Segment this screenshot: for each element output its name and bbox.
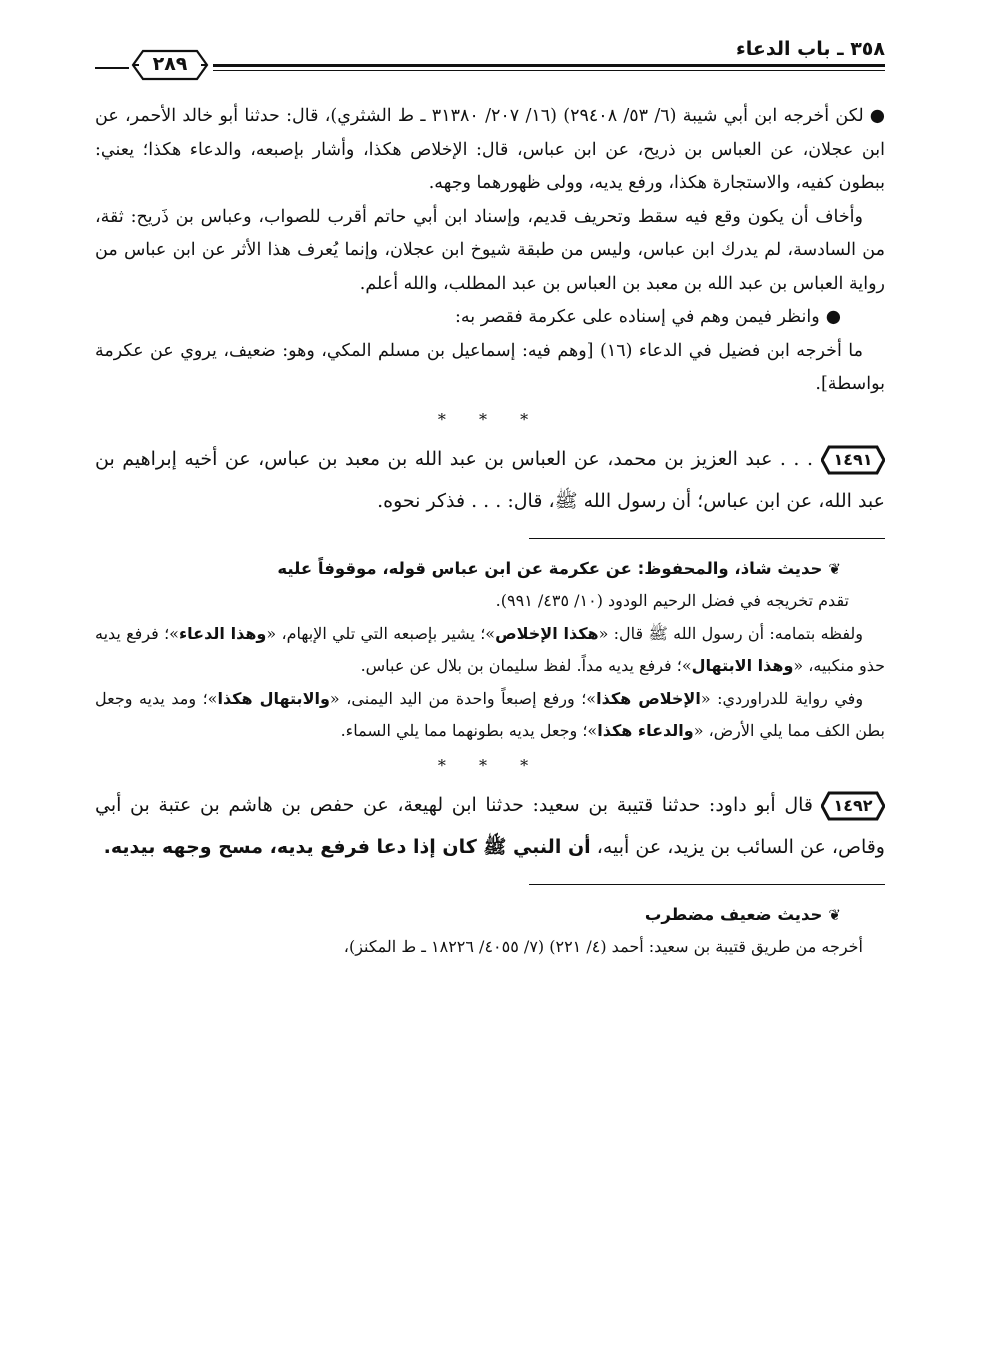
paragraph-2: وأخاف أن يكون وقع فيه سقط وتحريف قديم، وإسناد ابن أبي حاتم أقرب للصواب، وعباس بن ذَريح: ثقة، من السادسة، لم يدرك ابن عباس، وليس من طبقة شيوخ ابن عجلان، وإنما يُعرف هذا الأثر عن ابن عباس من رواية العباس بن عبد الله بن معبد بن العباس بن عبد المطلب، والله أعلم.: [95, 206, 885, 294]
running-title: ٣٥٨ ـ باب الدعاء: [736, 38, 885, 60]
note-text: وفي رواية للدراوردي: «: [700, 688, 864, 708]
header-rule-left: [95, 67, 129, 69]
takhrij-notes-1492: [95, 899, 885, 964]
section-separator: * * *: [437, 755, 543, 775]
note-text: »؛ ورفع إصبعاً واحدة من اليد اليمنى، «: [329, 688, 597, 708]
hadith-number: ١٤٩٢: [833, 795, 873, 815]
hadith-text: قال أبو داود: حدثنا قتيبة بن سعيد: حدثنا ابن لهيعة، عن حفص بن هاشم بن عتبة بن أبي وقاص، عن السائب بن يزيد، عن أبيه،: [95, 793, 885, 858]
paragraph-1: [95, 100, 885, 201]
footnote-divider: [529, 884, 885, 885]
bullet-icon: ●: [869, 106, 885, 126]
paragraph-4: ما أخرجه ابن فضيل في الدعاء (١٦) [وهم فيه: إسماعيل بن مسلم المكي، وهو: ضعيف، يروي عن عكرمة بواسطة].: [95, 340, 885, 394]
footnote-divider: [529, 538, 885, 539]
note-text: ولفظه بتمامه: أن رسول الله ﷺ قال: «: [598, 623, 864, 643]
quoted-phrase: وهذا الابتهال: [691, 656, 794, 675]
note-text: »؛ وجعل يديه بطونهما مما يلي السماء.: [340, 721, 598, 740]
page-number: ٢٨٩: [152, 53, 188, 75]
quoted-phrase: وهذا الدعاء: [178, 623, 267, 643]
takhrij-notes-1491: [95, 553, 885, 748]
note-text: »؛ فرفع يديه حذو منكبيه، «: [95, 623, 885, 675]
header-rule: [213, 64, 885, 71]
paragraph-3-text: وانظر فيمن وهم في إسناده على عكرمة فقصر به:: [455, 307, 820, 327]
leaf-icon: ❦: [828, 559, 841, 578]
note-text: »؛ فرفع يديه مداً. لفظ سليمان بن بلال عن عباس.: [360, 656, 692, 675]
page-number-badge: [131, 48, 209, 82]
note-line: تقدم تخريجه في فضل الرحيم الودود (١٠/ ٤٣٥/ ٩٩١).: [495, 591, 849, 610]
section-separator: * * *: [437, 409, 543, 429]
note-text: »؛ ومد يديه وجعل بطن الكف مما يلي الأرض، «: [95, 688, 885, 740]
quoted-phrase: هكذا الإخلاص: [495, 623, 599, 643]
note-heading: [95, 553, 885, 586]
quoted-phrase: والابتهال هكذا: [217, 688, 330, 708]
hadith-1491: [95, 438, 885, 522]
paragraph-3: [95, 301, 885, 335]
quoted-phrase: الإخلاص هكذا: [596, 688, 701, 708]
note-heading-text: حديث شاذ، والمحفوظ: عن عكرمة عن ابن عباس قوله، موقوفاً عليه: [277, 558, 823, 578]
leaf-icon: ❦: [828, 905, 841, 924]
note-paragraph-variant: [95, 683, 885, 748]
note-line: أخرجه من طريق قتيبة بن سعيد: أحمد (٤/ ٢٢١) (٧/ ٤٠٥٥/ ١٨٢٢٦ ـ ط المكنز)،: [343, 937, 863, 956]
bullet-icon: ●: [825, 307, 841, 327]
page-header: [95, 34, 885, 84]
hadith-number-badge: [821, 445, 885, 475]
hadith-matn-bold: أن النبي ﷺ كان إذا دعا فرفع يديه، مسح وجهه بيديه.: [103, 835, 591, 858]
note-heading-text: حديث ضعيف مضطرب: [644, 904, 823, 924]
note-paragraph-wording: [95, 618, 885, 683]
hadith-number: ١٤٩١: [833, 449, 873, 469]
hadith-number-badge: [821, 791, 885, 821]
hadith-text: . . . عبد العزيز بن محمد، عن العباس بن عبد الله بن معبد بن عباس، عن أخيه إبراهيم بن عبد الله، عن ابن عباس؛ أن رسول الله ﷺ، قال: . . . فذكر نحوه.: [95, 447, 885, 512]
hadith-1492: [95, 784, 885, 868]
note-text: »؛ يشير بإصبعه التي تلي الإبهام، «: [266, 623, 496, 643]
page-content: [95, 100, 885, 964]
quoted-phrase: والدعاء هكذا: [597, 721, 694, 740]
note-heading: [95, 899, 885, 932]
paragraph-1-text: لكن أخرجه ابن أبي شيبة (٦/ ٥٣/ ٢٩٤٠٨) (١٦/ ٢٠٧/ ٣١٣٨٠ ـ ط الشثري)، قال: حدثنا أبو خالد الأحمر، عن ابن عجلان، عن العباس بن ذريح، عن ابن عباس، قال: الإخلاص هكذا، وأشار بإصبعه، والدعاء هكذا؛ يعني: ببطون كفيه، والاستجارة هكذا، ورفع يديه، وولى ظهورهما وجهه.: [95, 106, 885, 193]
